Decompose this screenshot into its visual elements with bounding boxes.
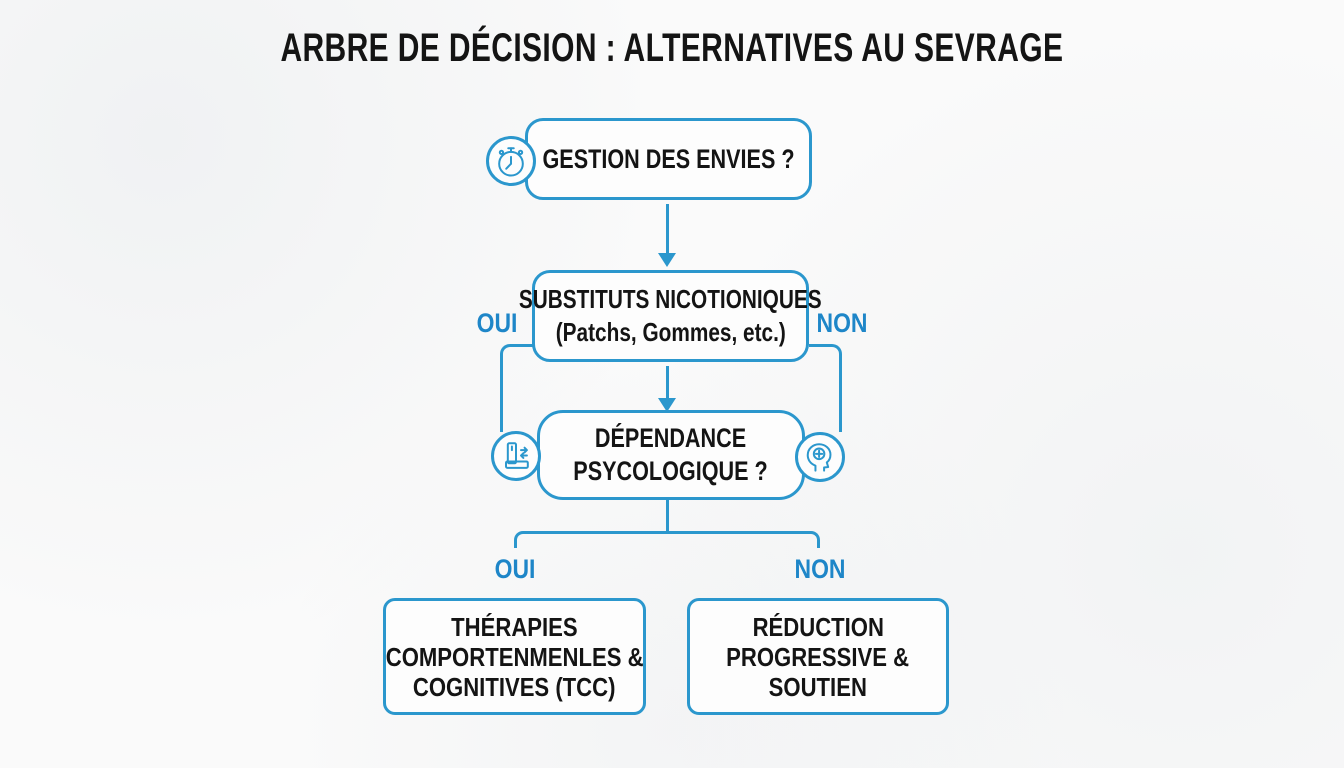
node-tcc-line1: THÉRAPIES [451,611,578,642]
node-reduction-soutien [687,598,949,715]
branch-label-oui-substituts: OUI [476,308,518,338]
node-dependance-line1: DÉPENDANCE [595,423,747,453]
node-substituts-nicotiniques [519,270,822,362]
node-reduction-line1: RÉDUCTION [752,611,884,642]
head-brain-icon-glyph [800,437,840,477]
connector-oui-left-bracket [500,344,533,432]
arrow-craving-to-substitutes-shaft [666,204,669,254]
arrow-substitutes-to-dependence-shaft [666,366,669,399]
connector-non-right-bracket [809,344,842,432]
node-dependance-psychologique [537,410,805,500]
node-substituts-line2: (Patchs, Gommes, etc.) [555,317,786,347]
node-gestion-envies-label: GESTION DES ENVIES ? [542,143,795,174]
node-reduction-line2: PROGRESSIVE & [726,641,910,672]
page-title [0,26,1344,71]
stopwatch-icon [486,136,536,186]
connector-split-bracket [514,531,820,548]
node-gestion-envies [525,118,812,200]
cigarette-pack-icon-glyph [496,436,536,476]
branch-label-non-dependence: NON [794,554,846,584]
node-substituts-line1: SUBSTITUTS NICOTIONIQUES [519,284,822,314]
head-brain-icon [795,432,845,482]
node-reduction-line3: SOUTIEN [768,671,868,702]
node-tcc-line2: COMPORTENMENLES & [385,641,644,672]
cigarette-pack-icon [491,431,541,481]
node-therapies-tcc [383,598,646,715]
branch-label-non-substituts: NON [816,308,868,338]
node-tcc-line3: COGNITIVES (TCC) [413,671,616,702]
node-dependance-line2: PSYCOLOGIQUE ? [573,456,769,486]
page-title-text: ARBRE DE DÉCISION : ALTERNATIVES AU SEVRAGE [280,26,1064,70]
branch-label-oui-dependence: OUI [494,554,536,584]
arrow-craving-to-substitutes-head [658,253,676,267]
stopwatch-icon-glyph [491,141,531,181]
connector-dependence-stem [666,500,669,532]
